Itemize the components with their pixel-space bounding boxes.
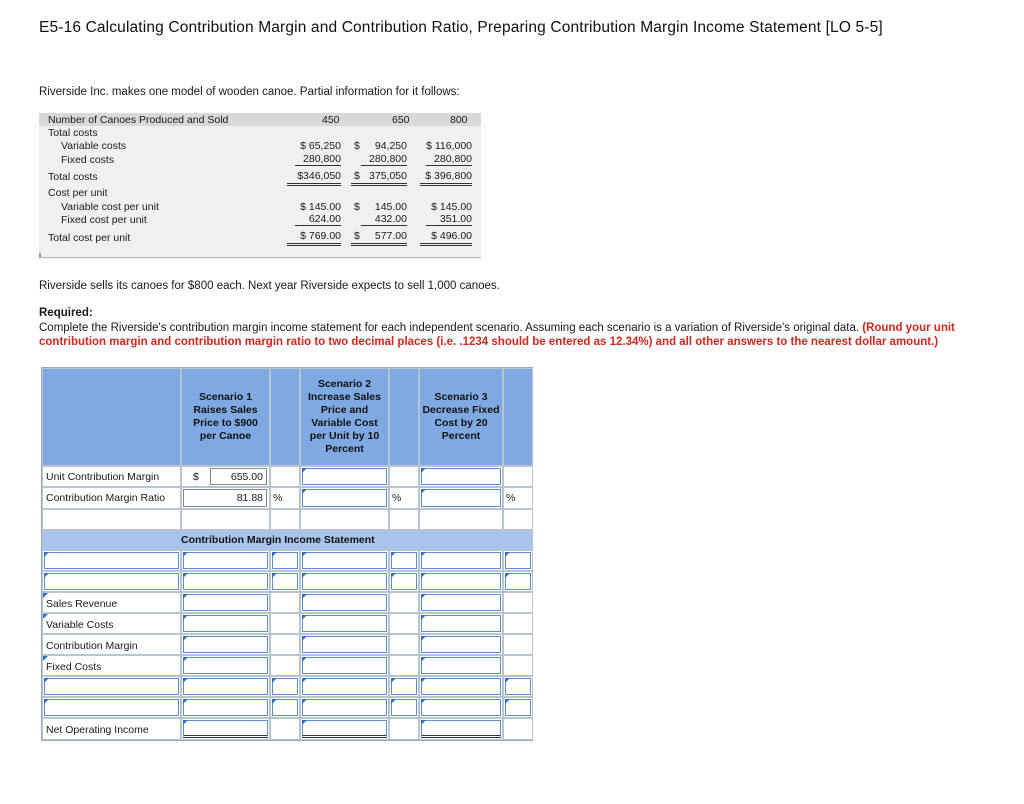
contribution-margin-row-s1-input[interactable] (183, 636, 268, 653)
cm-ratio-s3-input[interactable] (421, 489, 501, 507)
blank-row-2-g3-input[interactable] (505, 573, 531, 590)
blank-row-2-label-input[interactable] (44, 573, 179, 590)
total-costs-450: $346,050 (287, 170, 341, 186)
spacer-cell-6 (503, 509, 533, 530)
scenario2-header: Scenario 2 Increase Sales Price and Variable Cost per Unit by 10 Percent (308, 378, 381, 455)
info-table (39, 113, 481, 259)
header-gap2 (389, 368, 419, 466)
blank-row-1-g1-input[interactable] (272, 552, 298, 569)
contribution-margin-row-s3-input[interactable] (421, 636, 501, 653)
blank-row-4-label-input[interactable] (44, 699, 179, 716)
header-gap3 (503, 368, 533, 466)
unit-cm-s3-input[interactable] (421, 468, 501, 485)
sales-revenue-row-label: Sales Revenue (46, 598, 118, 610)
scenario1-header: Scenario 1 Raises Sales Price to $900 per Canoe (193, 391, 258, 442)
info-table-scroll-edge (39, 253, 481, 258)
sales-revenue-row-s3-input[interactable] (421, 594, 501, 611)
total-cost-per-unit-800: $ 496.00 (420, 230, 472, 246)
contribution-margin-row-s2-input[interactable] (302, 636, 387, 653)
intro-text: Riverside Inc. makes one model of wooden canoe. Partial information for it follows: (39, 86, 460, 98)
variable-costs-row-label: Variable Costs (46, 619, 114, 631)
variable-cost-per-unit-650: 145.00 (374, 201, 407, 213)
blank-row-1-s3-input[interactable] (421, 552, 501, 569)
fixed-costs-row-g1-cell (270, 655, 300, 676)
blank-row-3-g2-input[interactable] (391, 678, 417, 695)
blank-row-2-s2-input[interactable] (302, 573, 387, 590)
fixed-cost-per-unit-450: 624.00 (295, 213, 341, 226)
total-costs-650-sign: $ (354, 170, 360, 182)
required-instructions: Complete the Riverside's contribution margin income statement for each independent scenario. Assuming each scenario is a variation of Riverside's original data. (39, 322, 860, 334)
blank-row-3-g1-input[interactable] (272, 678, 298, 695)
blank-row-3-s3-input[interactable] (421, 678, 501, 695)
blank-row-2-g2-input[interactable] (391, 573, 417, 590)
unit-cm-gap1 (270, 466, 300, 487)
variable-costs-row-s3-input[interactable] (421, 615, 501, 632)
blank-row-4-g2-input[interactable] (391, 699, 417, 716)
unit-cm-label: Unit Contribution Margin (46, 471, 160, 483)
unit-cm-s2-input[interactable] (302, 468, 387, 485)
variable-costs-row-dropdown-marker-icon (43, 614, 48, 619)
net-operating-income-row-s2-input[interactable] (302, 720, 387, 738)
fixed-costs-row-s2-input[interactable] (302, 657, 387, 674)
unit-cm-gap2 (389, 466, 419, 487)
sells-text: Riverside sells its canoes for $800 each. Next year Riverside expects to sell 1,000 canoes. (39, 280, 500, 292)
variable-costs-650-sign: $ (354, 140, 360, 152)
variable-cost-per-unit-450: $ 145.00 (300, 201, 341, 213)
variable-costs-800: $ 116,000 (426, 140, 472, 152)
cm-ratio-s1-input[interactable] (183, 489, 267, 507)
spacer-cell-3 (300, 509, 389, 530)
net-operating-income-row-s1-input[interactable] (183, 720, 268, 738)
contribution-margin-row-label: Contribution Margin (46, 640, 138, 652)
unit-cm-s1-input[interactable] (210, 468, 267, 485)
fixed-cost-per-unit-800: 351.00 (426, 213, 472, 226)
net-operating-income-row-s3-input[interactable] (421, 720, 501, 738)
total-costs-650: 375,050 (351, 170, 407, 186)
fixed-costs-800: 280,800 (426, 153, 472, 166)
fixed-cost-per-unit-650: 432.00 (361, 213, 407, 226)
contribution-margin-row-g3-cell (503, 634, 533, 655)
fixed-costs-label: Fixed costs (61, 154, 115, 166)
total-costs-heading: Total costs (48, 127, 98, 139)
header-gap1 (270, 368, 300, 466)
page-title: E5-16 Calculating Contribution Margin and Contribution Ratio, Preparing Contribution Margin Income Statement [LO 5-5] (39, 19, 883, 36)
fixed-costs-450: 280,800 (295, 153, 341, 166)
spacer-cell-4 (389, 509, 419, 530)
variable-costs-650: 94,250 (374, 140, 407, 152)
blank-row-3-s1-input[interactable] (183, 678, 268, 695)
col-450: 450 (322, 114, 340, 126)
statement-header: Contribution Margin Income Statement (181, 534, 375, 546)
required-text (39, 321, 1014, 349)
sales-revenue-row-g2-cell (389, 592, 419, 613)
blank-row-3-s2-input[interactable] (302, 678, 387, 695)
cm-ratio-s1-percent: % (273, 492, 283, 504)
total-costs-label: Total costs (48, 171, 98, 183)
total-cost-per-unit-650: 577.00 (351, 230, 407, 246)
col-650: 650 (392, 114, 410, 126)
fixed-cost-per-unit-label: Fixed cost per unit (61, 214, 147, 226)
blank-row-4-s3-input[interactable] (421, 699, 501, 716)
blank-row-1-s2-input[interactable] (302, 552, 387, 569)
variable-cost-per-unit-label: Variable cost per unit (61, 201, 159, 213)
cm-ratio-s1-value: 81.88 (236, 492, 263, 504)
blank-row-2-g1-input[interactable] (272, 573, 298, 590)
variable-costs-row-g2-cell (389, 613, 419, 634)
header-blank (42, 368, 181, 466)
variable-costs-row-g3-cell (503, 613, 533, 634)
unit-cm-s1-value: 655.00 (230, 471, 263, 483)
variable-costs-row-s2-input[interactable] (302, 615, 387, 632)
col-800: 800 (450, 114, 468, 126)
contribution-margin-row-g1-cell (270, 634, 300, 655)
cost-per-unit-heading: Cost per unit (48, 187, 108, 199)
unit-cm-gap3 (503, 466, 533, 487)
sales-revenue-row-s2-input[interactable] (302, 594, 387, 611)
total-cost-per-unit-label: Total cost per unit (48, 232, 131, 244)
cm-ratio-s2-input[interactable] (302, 489, 387, 507)
fixed-costs-row-g3-cell (503, 655, 533, 676)
blank-row-2-s1-input[interactable] (183, 573, 268, 590)
fixed-costs-row-label: Fixed Costs (46, 661, 102, 673)
cm-ratio-s3-percent: % (506, 492, 516, 504)
blank-row-4-s1-input[interactable] (183, 699, 268, 716)
blank-row-2-s3-input[interactable] (421, 573, 501, 590)
rounding-note: (Round your unit contribution margin and contribution margin ratio to two decimal places (i.e. .1234 should be entered as 12.34%) and all other answers to the nearest dollar amount.) (39, 322, 955, 348)
total-cost-per-unit-450: $ 769.00 (287, 230, 341, 246)
sales-revenue-row-g1-cell (270, 592, 300, 613)
blank-row-4-g3-input[interactable] (505, 699, 531, 716)
blank-row-3-label-input[interactable] (44, 678, 179, 695)
fixed-costs-row-s1-input[interactable] (183, 657, 268, 674)
blank-row-1-label-input[interactable] (44, 552, 179, 569)
blank-row-3-g3-input[interactable] (505, 678, 531, 695)
variable-costs-450: $ 65,250 (300, 140, 341, 152)
spacer-cell-5 (419, 509, 503, 530)
net-operating-income-row-g3-cell (503, 718, 533, 740)
variable-costs-row-s1-input[interactable] (183, 615, 268, 632)
variable-cost-per-unit-650-sign: $ (354, 201, 360, 213)
unit-cm-s1-dollar: $ (193, 471, 199, 483)
spacer-cell-1 (181, 509, 270, 530)
total-costs-800: $ 396,800 (420, 170, 472, 186)
required-label: Required: (39, 307, 93, 319)
blank-row-1-s1-input[interactable] (183, 552, 268, 569)
variable-costs-label: Variable costs (61, 140, 127, 152)
total-cost-per-unit-650-sign: $ (354, 230, 360, 242)
scenario3-header: Scenario 3 Decrease Fixed Cost by 20 Percent (422, 391, 500, 442)
fixed-costs-row-s3-input[interactable] (421, 657, 501, 674)
spacer-cell-0 (42, 509, 181, 530)
blank-row-1-g2-input[interactable] (391, 552, 417, 569)
blank-row-4-s2-input[interactable] (302, 699, 387, 716)
header-label: Number of Canoes Produced and Sold (48, 114, 229, 126)
sales-revenue-row-dropdown-marker-icon (43, 593, 48, 598)
contribution-margin-row-g2-cell (389, 634, 419, 655)
net-operating-income-row-g2-cell (389, 718, 419, 740)
net-operating-income-row-g1-cell (270, 718, 300, 740)
sales-revenue-row-g3-cell (503, 592, 533, 613)
answer-table (41, 367, 533, 741)
cm-ratio-label: Contribution Margin Ratio (46, 492, 166, 504)
spacer-cell-2 (270, 509, 300, 530)
sales-revenue-row-s1-input[interactable] (183, 594, 268, 611)
cm-ratio-s2-percent: % (392, 492, 402, 504)
fixed-costs-650: 280,800 (361, 153, 407, 166)
fixed-costs-row-dropdown-marker-icon (43, 656, 48, 661)
blank-row-1-g3-input[interactable] (505, 552, 531, 569)
variable-costs-row-g1-cell (270, 613, 300, 634)
fixed-costs-row-g2-cell (389, 655, 419, 676)
net-operating-income-row-label: Net Operating Income (46, 724, 149, 736)
variable-cost-per-unit-800: $ 145.00 (431, 201, 472, 213)
blank-row-4-g1-input[interactable] (272, 699, 298, 716)
